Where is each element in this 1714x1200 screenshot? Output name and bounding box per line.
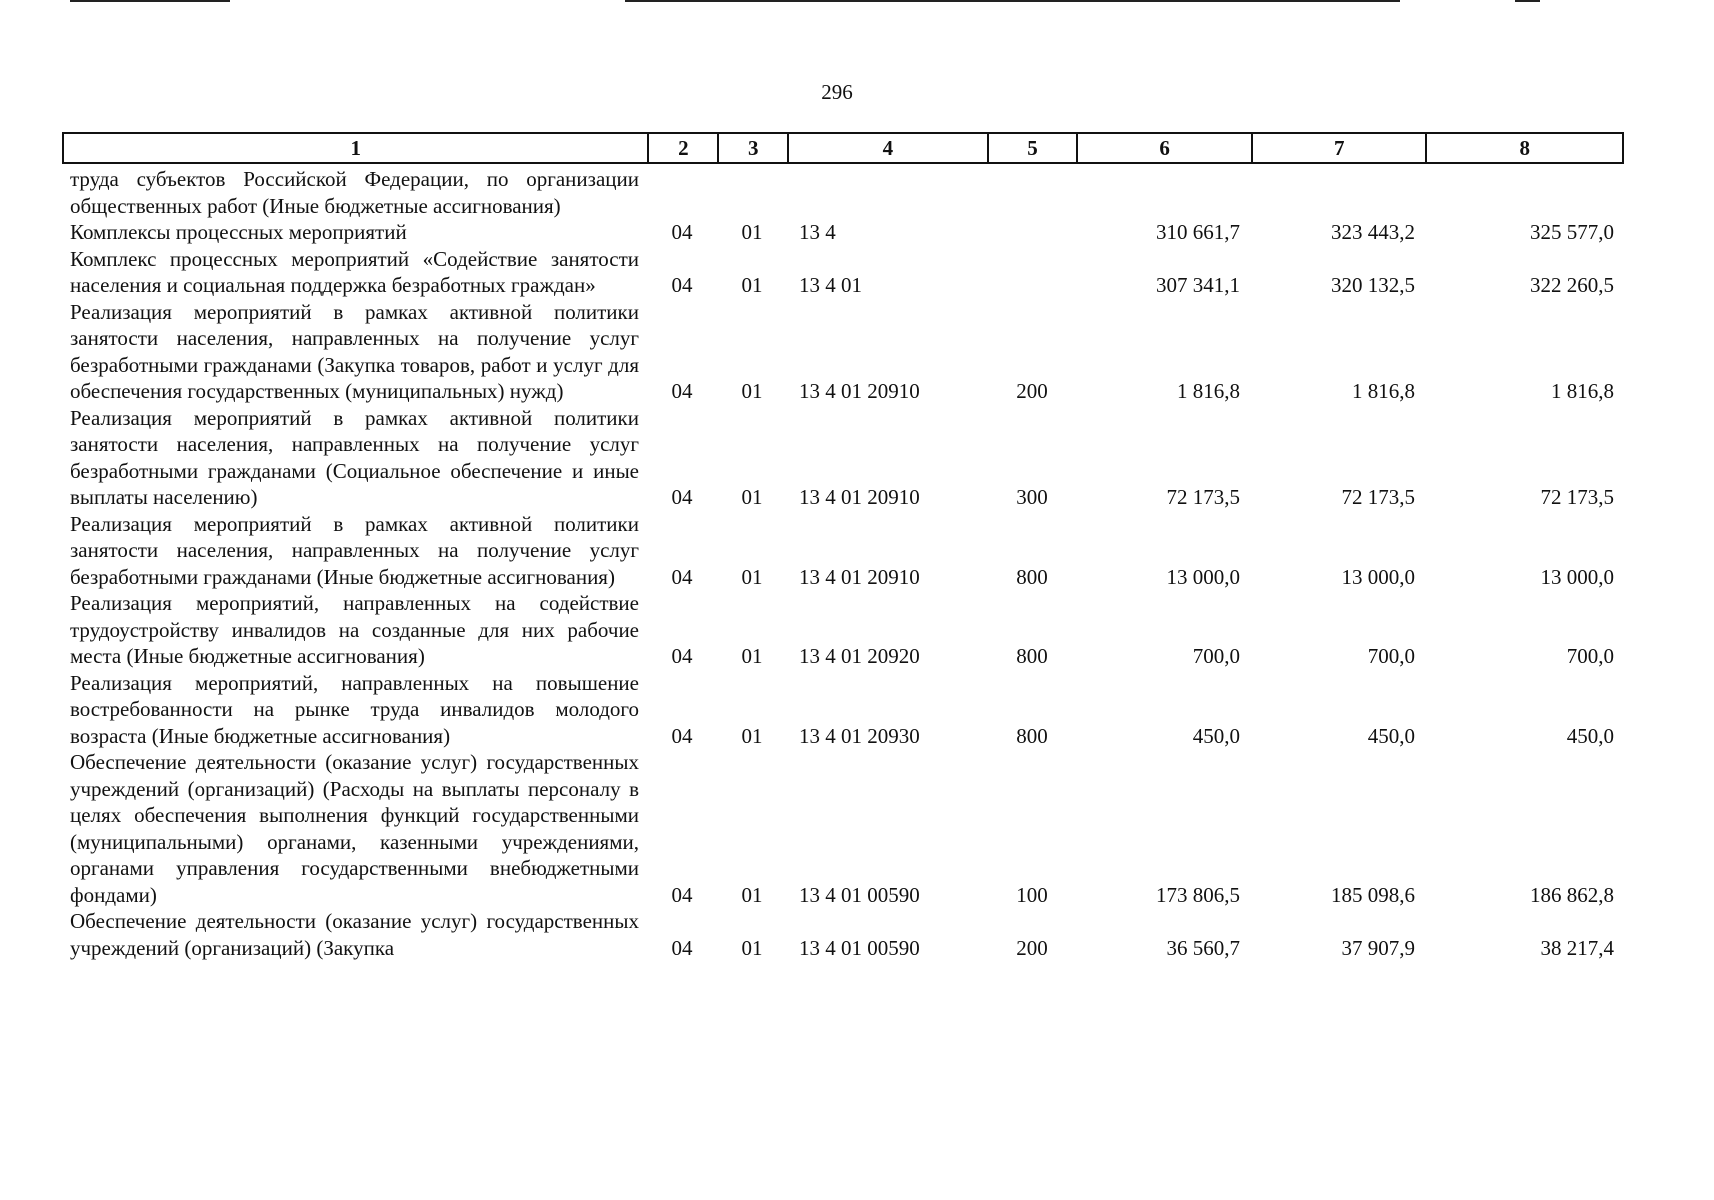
table-header-row — [62, 132, 1624, 164]
budget-table — [62, 132, 1624, 961]
row-cell-c7: 450,0 — [1367, 723, 1415, 748]
row-cell-c7: 320 132,5 — [1331, 273, 1415, 297]
table-row — [62, 219, 1624, 246]
row-cell-c4: 13 4 01 00590 — [799, 935, 920, 960]
row-cell-c8: 13 000,0 — [1540, 564, 1614, 589]
row-cell-c3: 01 — [741, 220, 763, 244]
row-cell-c2: 04 — [671, 723, 693, 748]
row-cell-c7: 1 816,8 — [1352, 379, 1415, 403]
row-cell-c2: 04 — [671, 485, 693, 509]
row-cell-c5: 300 — [1016, 485, 1048, 509]
row-description: Реализация мероприятий в рамках активной политики занятости населения, направленных на получение услуг безработными гражданами (Иные бюджетные ассигнования) — [70, 511, 639, 589]
row-cell-c6: 310 661,7 — [1156, 220, 1240, 244]
table-body — [62, 166, 1624, 961]
row-cell-c8: 72 173,5 — [1540, 485, 1614, 509]
row-cell-c6: 1 816,8 — [1177, 379, 1240, 403]
table-row — [62, 670, 1624, 750]
row-cell-c8: 1 816,8 — [1551, 379, 1614, 403]
row-cell-c6: 450,0 — [1192, 723, 1240, 748]
row-description: Комплексы процессных мероприятий — [70, 220, 407, 244]
row-cell-c3: 01 — [741, 564, 763, 589]
row-cell-c5: 100 — [1016, 882, 1048, 907]
row-cell-c8: 38 217,4 — [1540, 935, 1614, 960]
header-col-4: 4 — [787, 134, 986, 162]
row-cell-c6: 173 806,5 — [1156, 882, 1240, 907]
row-cell-c2: 04 — [671, 935, 693, 960]
row-cell-c4: 13 4 01 20910 — [799, 379, 920, 403]
header-col-7: 7 — [1251, 134, 1426, 162]
row-cell-c2: 04 — [671, 379, 693, 403]
table-row — [62, 590, 1624, 670]
row-cell-c8: 450,0 — [1566, 723, 1614, 748]
row-cell-c2: 04 — [671, 882, 693, 907]
row-description: труда субъектов Российской Федерации, по организации общественных работ (Иные бюджетные ассигнования) — [70, 167, 639, 218]
table-row — [62, 246, 1624, 299]
row-cell-c7: 700,0 — [1367, 644, 1415, 668]
row-cell-c3: 01 — [741, 723, 763, 748]
row-cell-c7: 37 907,9 — [1341, 935, 1415, 960]
row-cell-c6: 13 000,0 — [1166, 564, 1240, 589]
row-cell-c8: 322 260,5 — [1530, 273, 1614, 297]
row-cell-c6: 72 173,5 — [1166, 485, 1240, 509]
row-cell-c3: 01 — [741, 273, 763, 297]
table-row — [62, 166, 1624, 219]
row-cell-c4: 13 4 01 20920 — [799, 644, 920, 668]
row-cell-c3: 01 — [741, 379, 763, 403]
row-cell-c7: 13 000,0 — [1341, 564, 1415, 589]
row-description: Обеспечение деятельности (оказание услуг) государственных учреждений (организаций) (Закупка — [70, 909, 639, 960]
page-number: 296 — [821, 80, 853, 104]
row-cell-c4: 13 4 — [799, 220, 836, 244]
row-cell-c6: 36 560,7 — [1166, 935, 1240, 960]
row-cell-c7: 72 173,5 — [1341, 485, 1415, 509]
header-col-5: 5 — [987, 134, 1077, 162]
scan-edge-line-left — [70, 0, 230, 2]
row-cell-c4: 13 4 01 — [799, 273, 862, 297]
table-row — [62, 511, 1624, 591]
row-description: Обеспечение деятельности (оказание услуг) государственных учреждений (организаций) (Расходы на выплаты персоналу в целях обеспечения выполнения функций государственными (муниципальными) органами, казенными учреждениями, органами управления государственными внебюджетными фондами) — [70, 750, 639, 907]
row-cell-c5: 200 — [1016, 935, 1048, 960]
row-cell-c6: 700,0 — [1192, 644, 1240, 668]
table-row — [62, 299, 1624, 405]
row-cell-c5: 200 — [1016, 379, 1048, 403]
row-description: Комплекс процессных мероприятий «Содействие занятости населения и социальная поддержка безработных граждан» — [70, 246, 639, 297]
row-cell-c2: 04 — [671, 220, 693, 244]
row-cell-c5: 800 — [1016, 564, 1048, 589]
row-cell-c3: 01 — [741, 935, 763, 960]
row-cell-c5: 800 — [1016, 644, 1048, 668]
scan-edge-line-right — [1515, 0, 1540, 2]
row-cell-c7: 323 443,2 — [1331, 220, 1415, 244]
table-row — [62, 908, 1624, 961]
table-row — [62, 749, 1624, 908]
row-cell-c4: 13 4 01 00590 — [799, 882, 920, 907]
row-cell-c4: 13 4 01 20930 — [799, 723, 920, 748]
row-cell-c8: 186 862,8 — [1530, 882, 1614, 907]
header-col-6: 6 — [1076, 134, 1251, 162]
row-description: Реализация мероприятий, направленных на содействие трудоустройству инвалидов на созданные для них рабочие места (Иные бюджетные ассигнования) — [70, 591, 639, 668]
row-cell-c2: 04 — [671, 273, 693, 297]
row-cell-c4: 13 4 01 20910 — [799, 485, 920, 509]
header-col-3: 3 — [717, 134, 787, 162]
table-row — [62, 405, 1624, 511]
row-description: Реализация мероприятий, направленных на повышение востребованности на рынке труда инвалидов молодого возраста (Иные бюджетные ассигнования) — [70, 670, 639, 748]
row-cell-c4: 13 4 01 20910 — [799, 564, 920, 589]
header-col-2: 2 — [647, 134, 717, 162]
row-cell-c7: 185 098,6 — [1331, 882, 1415, 907]
row-description: Реализация мероприятий в рамках активной политики занятости населения, направленных на получение услуг безработными гражданами (Социальное обеспечение и иные выплаты населению) — [70, 405, 639, 509]
row-cell-c2: 04 — [671, 564, 693, 589]
header-col-1: 1 — [350, 136, 361, 160]
row-cell-c8: 325 577,0 — [1530, 220, 1614, 244]
row-cell-c2: 04 — [671, 644, 693, 668]
row-cell-c3: 01 — [741, 882, 763, 907]
header-col-8: 8 — [1425, 134, 1622, 162]
scan-edge-line-center — [625, 0, 1400, 2]
row-cell-c6: 307 341,1 — [1156, 273, 1240, 297]
row-cell-c8: 700,0 — [1566, 644, 1614, 668]
row-description: Реализация мероприятий в рамках активной политики занятости населения, направленных на получение услуг безработными гражданами (Закупка товаров, работ и услуг для обеспечения государственных (муниципальных) нужд) — [70, 299, 639, 403]
row-cell-c3: 01 — [741, 485, 763, 509]
row-cell-c3: 01 — [741, 644, 763, 668]
row-cell-c5: 800 — [1016, 723, 1048, 748]
